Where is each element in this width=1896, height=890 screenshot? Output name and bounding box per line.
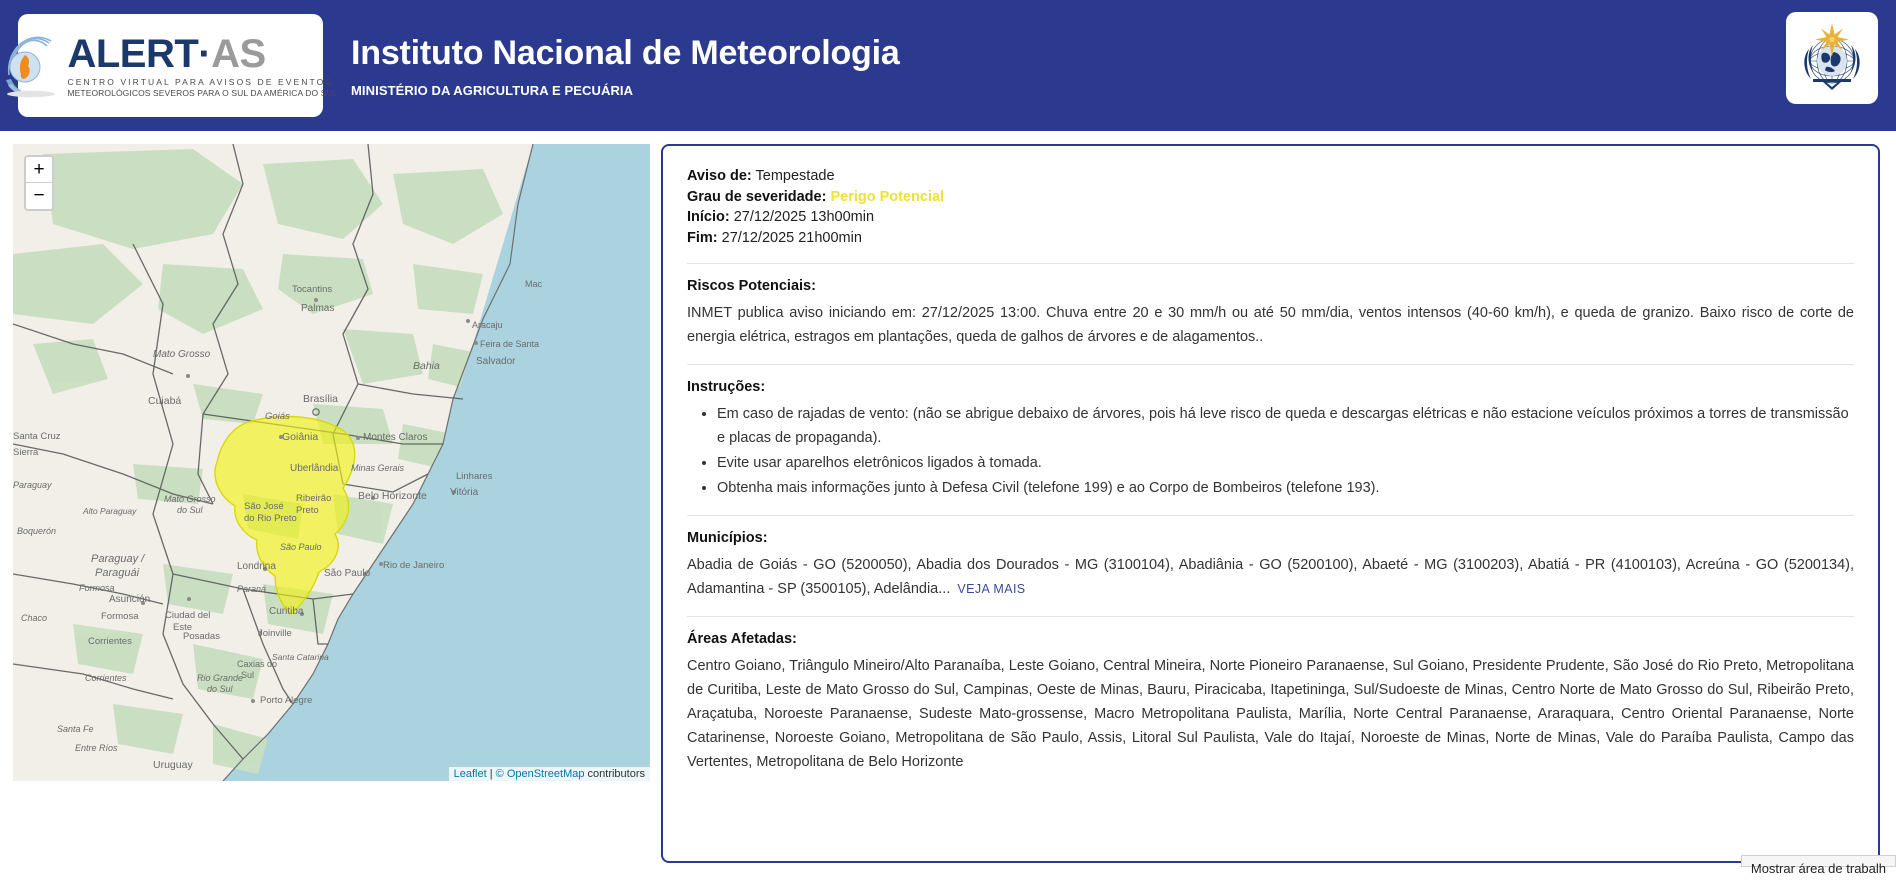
divider xyxy=(687,263,1854,264)
fim-row xyxy=(687,228,1854,249)
svg-text:Mac: Mac xyxy=(525,279,543,289)
svg-text:Salvador: Salvador xyxy=(476,356,516,367)
svg-text:Vitória: Vitória xyxy=(450,487,479,498)
svg-text:Palmas: Palmas xyxy=(301,303,335,314)
zoom-in-button[interactable]: + xyxy=(26,157,52,183)
inicio-value: 27/12/2025 13h00min xyxy=(733,209,875,225)
svg-text:Boquerón: Boquerón xyxy=(17,526,57,536)
svg-text:Este: Este xyxy=(173,622,193,633)
svg-text:Sierra: Sierra xyxy=(13,447,39,458)
svg-text:Bahia: Bahia xyxy=(413,360,440,372)
divider xyxy=(687,364,1854,365)
svg-text:Ciudad del: Ciudad del xyxy=(165,610,211,621)
svg-text:São Paulo: São Paulo xyxy=(324,568,371,579)
alert-map[interactable] xyxy=(13,144,650,781)
svg-text:Mato Grosso: Mato Grosso xyxy=(153,349,211,360)
osm-copyright[interactable]: © xyxy=(495,768,507,780)
alert-details-panel xyxy=(661,144,1880,863)
municipios-heading: Municípios: xyxy=(687,530,768,546)
fim-label: Fim: xyxy=(687,229,718,246)
svg-text:Porto Alegre: Porto Alegre xyxy=(260,695,313,706)
svg-text:Formosa: Formosa xyxy=(79,583,115,593)
svg-text:Aracaju: Aracaju xyxy=(472,320,503,330)
alert-as-wordmark: ALERT·AS xyxy=(67,31,266,76)
svg-text:Linhares: Linhares xyxy=(456,471,493,482)
svg-text:Montes Claros: Montes Claros xyxy=(363,432,428,443)
divider xyxy=(687,616,1854,617)
svg-text:Belo Horizonte: Belo Horizonte xyxy=(358,490,427,502)
svg-text:São Paulo: São Paulo xyxy=(280,542,322,552)
instrucoes-heading: Instruções: xyxy=(687,379,766,395)
riscos-body: INMET publica aviso iniciando em: 27/12/2025 13:00. Chuva entre 20 e 30 mm/h ou até 50 mm/dia, ventos intensos (40-60 km/h), e queda de granizo. Baixo risco de corte de energia elétrica, estragos em plantações, queda de galhos de árvores e de alagamentos.. xyxy=(687,305,1854,345)
alert-as-logo xyxy=(18,14,338,117)
svg-text:Mato Grosso: Mato Grosso xyxy=(164,494,216,504)
wmo-logo xyxy=(1786,12,1878,104)
svg-text:Sul: Sul xyxy=(241,670,255,680)
map-attribution[interactable] xyxy=(449,767,650,781)
svg-text:Curitiba: Curitiba xyxy=(269,606,304,617)
svg-text:Cuiabá: Cuiabá xyxy=(148,395,182,407)
svg-text:Alto Paraguay: Alto Paraguay xyxy=(83,506,137,516)
list-item: • Evite usar aparelhos eletrônicos ligados à tomada. xyxy=(717,451,1854,475)
leaflet-link[interactable]: Leaflet xyxy=(453,768,487,780)
svg-text:do Sul: do Sul xyxy=(177,505,203,515)
severidade-label: Grau de severidade: xyxy=(687,188,827,205)
svg-text:Rio Grande: Rio Grande xyxy=(197,673,244,683)
svg-text:Paraguay /: Paraguay / xyxy=(91,553,145,565)
svg-text:Entre Ríos: Entre Ríos xyxy=(75,743,118,753)
inicio-label: Início: xyxy=(687,209,730,225)
show-desktop-tooltip: Mostrar área de trabalh xyxy=(1741,855,1896,867)
svg-text:Posadas: Posadas xyxy=(183,631,220,642)
riscos-heading: Riscos Potenciais: xyxy=(687,278,816,294)
veja-mais-link[interactable]: VEJA MAIS xyxy=(957,582,1026,596)
svg-text:Joinville: Joinville xyxy=(258,628,292,639)
svg-text:Ribeirão: Ribeirão xyxy=(296,493,332,504)
svg-text:Asunción: Asunción xyxy=(109,594,151,605)
zoom-out-button[interactable]: − xyxy=(26,183,52,209)
page-title: Instituto Nacional de Meteorologia xyxy=(351,34,900,72)
page-subtitle: MINISTÉRIO DA AGRICULTURA E PECUÁRIA xyxy=(351,83,634,98)
header-titles xyxy=(351,33,900,98)
alert-as-tagline-line2: METEOROLÓGICOS SEVEROS PARA O SUL DA AMÉRICA DO SUL xyxy=(67,87,338,98)
svg-text:Uruguay: Uruguay xyxy=(153,759,193,771)
svg-text:Santa Fe: Santa Fe xyxy=(57,724,94,734)
divider xyxy=(687,515,1854,516)
fim-value: 27/12/2025 21h00min xyxy=(721,229,862,246)
svg-text:Santa Catarina: Santa Catarina xyxy=(272,652,329,662)
attribution-separator: | xyxy=(486,768,496,780)
severidade-row xyxy=(687,187,1854,208)
svg-text:Chaco: Chaco xyxy=(21,613,48,623)
svg-text:do Sul: do Sul xyxy=(207,684,233,694)
areas-heading: Áreas Afetadas: xyxy=(687,631,797,647)
svg-text:Santa Cruz: Santa Cruz xyxy=(13,431,61,442)
svg-text:Preto: Preto xyxy=(296,505,319,516)
list-item: • Obtenha mais informações junto à Defesa Civil (telefone 199) e ao Corpo de Bombeiros (telefone 193). xyxy=(717,476,1854,500)
openstreetmap-link[interactable]: OpenStreetMap xyxy=(506,768,585,780)
svg-text:Goiás: Goiás xyxy=(265,411,290,422)
svg-text:Formosa: Formosa xyxy=(101,611,139,622)
svg-text:Corrientes: Corrientes xyxy=(85,673,127,683)
alert-as-globe-icon xyxy=(3,33,65,99)
svg-text:Corrientes: Corrientes xyxy=(88,636,132,647)
svg-text:Goiânia: Goiânia xyxy=(282,431,319,443)
list-item: • Em caso de rajadas de vento: (não se abrigue debaixo de árvores, pois há leve risco de queda e descargas elétricas e não estacione veículos próximos a torres de transmissão e placas de propaganda). xyxy=(717,402,1854,450)
svg-text:São José: São José xyxy=(244,501,284,512)
inicio-row xyxy=(687,207,1854,228)
areas-body: Centro Goiano, Triângulo Mineiro/Alto Paranaíba, Leste Goiano, Central Mineira, Norte Pioneiro Paranaense, Sul Goiano, Presidente Prudente, São José do Rio Preto, Metropolitana de Curitiba, Leste de Mato Grosso do Sul, Campinas, Oeste de Minas, Bauru, Piracicaba, Itapetininga, Sul/Sudoeste de Minas, Centro Norte de Mato Grosso do Sul, Ribeirão Preto, Araçatuba, Noroeste Paranaense, Sudeste Mato-grossense, Macro Metropolitana Paulista, Marília, Norte Central Paranaense, Araraquara, Centro Oriental Paranaense, Norte Catarinense, Noroeste Goiano, Metropolitana de São Paulo, Assis, Litoral Sul Paulista, Vale do Itajaí, Noroeste de Minas, Norte de Minas, Vale do Paraíba Paulista, Campo das Vertentes, Metropolitana de Belo Horizonte xyxy=(687,658,1854,770)
svg-text:Caxias do: Caxias do xyxy=(237,659,278,669)
svg-text:Uberlândia: Uberlândia xyxy=(290,463,339,474)
instrucoes-list xyxy=(687,402,1854,500)
status-badge: Perigo Potencial xyxy=(830,188,945,205)
svg-text:Minas Gerais: Minas Gerais xyxy=(351,463,405,473)
svg-text:do Rio Preto: do Rio Preto xyxy=(244,513,297,524)
svg-text:Tocantins: Tocantins xyxy=(292,284,333,295)
aviso-label: Aviso de: xyxy=(687,168,752,184)
svg-text:Rio de Janeiro: Rio de Janeiro xyxy=(383,560,445,571)
svg-text:Paraná: Paraná xyxy=(237,584,267,594)
wmo-emblem-icon xyxy=(1793,19,1871,97)
aviso-value: Tempestade xyxy=(755,168,835,184)
svg-text:Londrina: Londrina xyxy=(237,561,276,572)
svg-text:Paraguay: Paraguay xyxy=(13,480,52,490)
map-canvas xyxy=(13,144,650,781)
svg-text:Brasília: Brasília xyxy=(303,393,339,405)
municipios-text: Abadia de Goiás - GO (5200050), Abadia dos Dourados - MG (3100104), Abadiânia - GO (5200100), Abaeté - MG (3100203), Abatiá - PR (4100103), Acreúna - GO (5200134), Adamantina - SP (3500105), Adelândia... xyxy=(687,557,1854,597)
main-content xyxy=(0,131,1896,890)
svg-text:Feira de Santa: Feira de Santa xyxy=(480,339,540,349)
municipios-body xyxy=(687,553,1854,601)
attribution-suffix: contributors xyxy=(584,768,645,780)
map-zoom-controls[interactable] xyxy=(24,155,54,211)
alert-as-tagline-line1: CENTRO VIRTUAL PARA AVISOS DE EVENTOS xyxy=(67,76,334,87)
aviso-row xyxy=(687,166,1854,187)
svg-text:Paraguái: Paraguái xyxy=(95,567,140,579)
